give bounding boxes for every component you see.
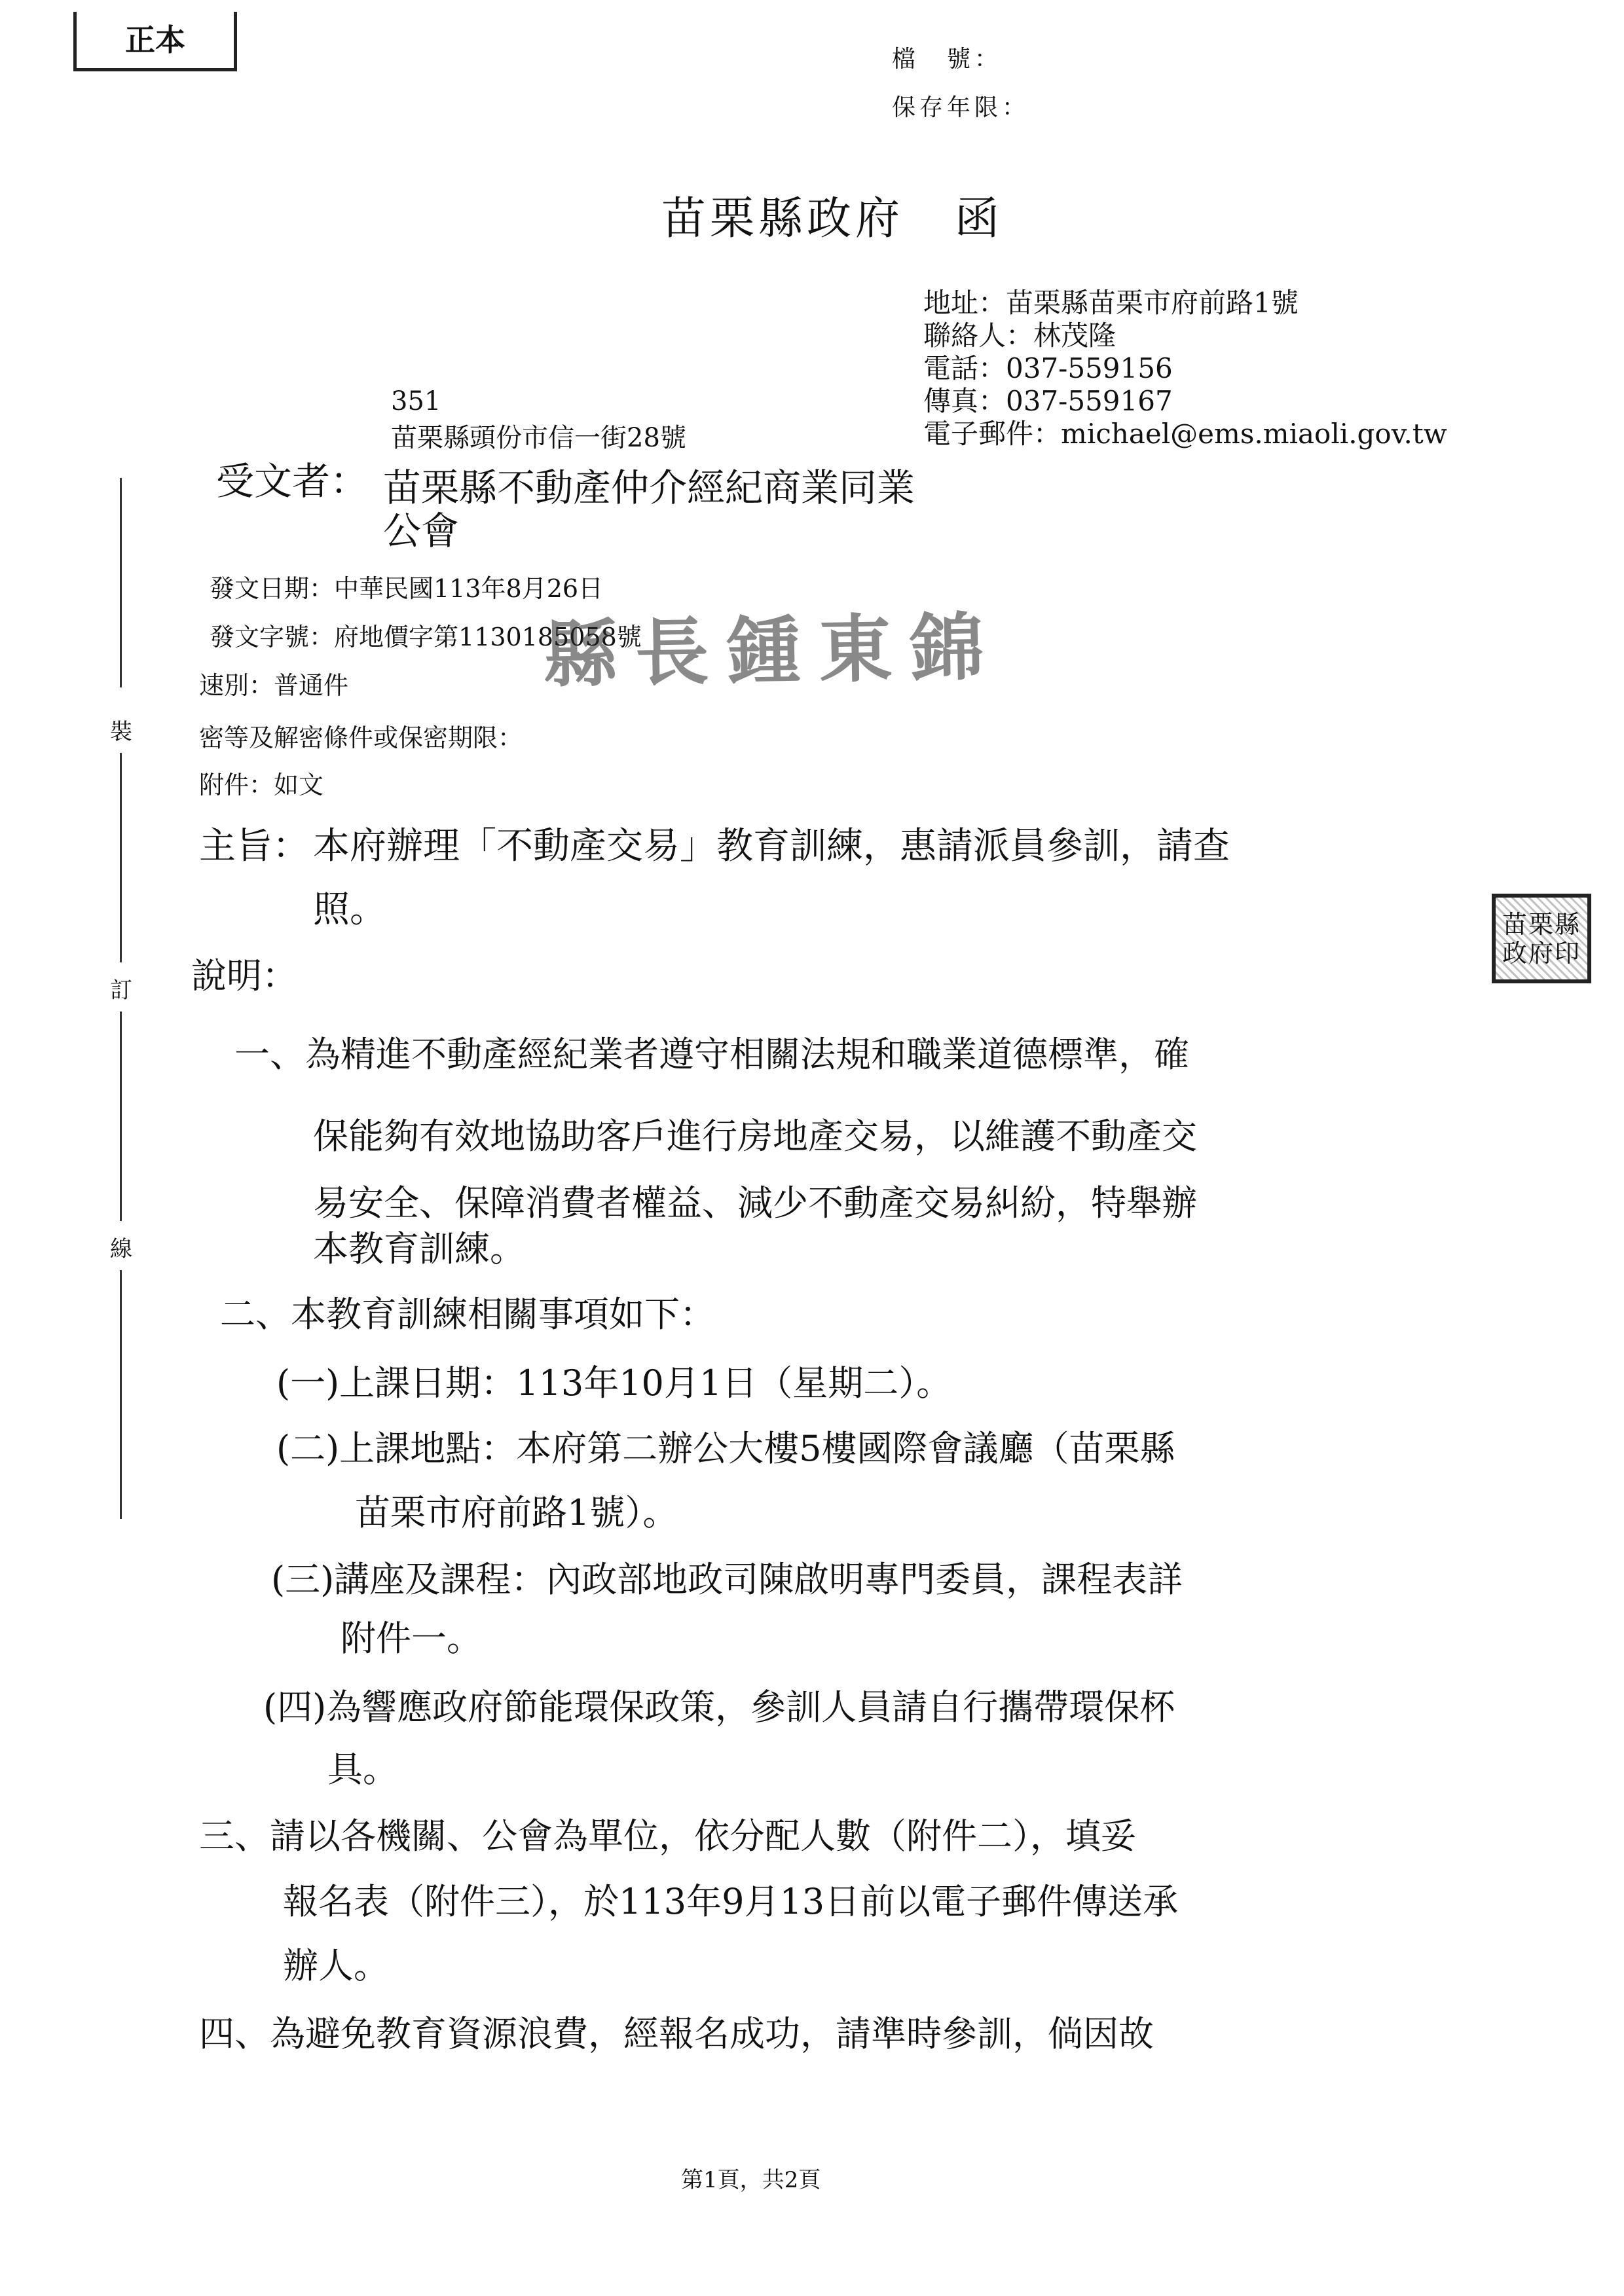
explanation-sub4-line2: 具。 bbox=[327, 1749, 398, 1790]
recipient-name-line2: 公會 bbox=[383, 509, 460, 553]
document-title bbox=[661, 183, 1003, 247]
original-copy-stamp: 正本 bbox=[73, 12, 237, 71]
contact-phone: 電話：037-559156 bbox=[923, 352, 1173, 384]
page-number: 第1頁，共2頁 bbox=[681, 2167, 821, 2193]
contact-person: 聯絡人：林茂隆 bbox=[923, 319, 1116, 352]
mailing-address-block bbox=[391, 383, 686, 456]
mailing-address: 苗栗縣頭份市信一街28號 bbox=[391, 423, 686, 453]
explanation-sub2-line2: 苗栗市府前路1號）。 bbox=[355, 1492, 678, 1533]
binding-mark-zhuang: 裝 bbox=[110, 719, 132, 745]
document-number: 發文字號：府地價字第1130185058號 bbox=[210, 623, 642, 651]
explanation-sub4-line1: (四)為響應政府節能環保政策，參訓人員請自行攜帶環保杯 bbox=[263, 1686, 1175, 1728]
subject-line1: 本府辦理「不動產交易」教育訓練，惠請派員參訓，請查 bbox=[313, 825, 1230, 867]
explanation-item1-line4: 本教育訓練。 bbox=[313, 1228, 525, 1269]
explanation-label: 說明： bbox=[191, 955, 297, 996]
explanation-item1-line2: 保能夠有效地協助客戶進行房地產交易，以維護不動產交 bbox=[313, 1116, 1197, 1157]
explanation-sub2-line1: (二)上課地點：本府第二辦公大樓5樓國際會議廳（苗栗縣 bbox=[276, 1428, 1175, 1469]
recipient-name-line1: 苗栗縣不動產仲介經紀商業同業 bbox=[383, 465, 915, 510]
explanation-item1-line1: 一、為精進不動產經紀業者遵守相關法規和職業道德標準，確 bbox=[234, 1034, 1189, 1075]
county-seal-stamp bbox=[1492, 894, 1591, 983]
explanation-item2: 二、本教育訓練相關事項如下： bbox=[220, 1294, 715, 1335]
subject-label: 主旨： bbox=[199, 825, 309, 867]
retention-period-label: 保存年限： bbox=[892, 94, 1030, 121]
binding-line-segment bbox=[120, 1270, 122, 1519]
document-type: 函 bbox=[955, 193, 1004, 245]
issue-date: 發文日期：中華民國113年8月26日 bbox=[210, 574, 604, 603]
contact-fax: 傳真：037-559167 bbox=[923, 385, 1173, 417]
postcode: 351 bbox=[391, 386, 441, 416]
explanation-item4-line1: 四、為避免教育資源浪費，經報名成功，請準時參訓，倘因故 bbox=[199, 2013, 1154, 2054]
explanation-item3-line2: 報名表（附件三），於113年9月13日前以電子郵件傳送承 bbox=[283, 1881, 1179, 1922]
explanation-sub3-line1: (三)講座及課程：內政部地政司陳啟明專門委員，課程表詳 bbox=[271, 1559, 1183, 1600]
binding-line-segment bbox=[120, 753, 122, 962]
explanation-sub1: (一)上課日期：113年10月1日（星期二）。 bbox=[276, 1362, 952, 1404]
contact-block bbox=[923, 287, 1447, 450]
explanation-item3-line1: 三、請以各機關、公會為單位，依分配人數（附件二），填妥 bbox=[199, 1815, 1136, 1857]
county-seal-text: 苗栗縣政府印 bbox=[1496, 898, 1587, 979]
explanation-item1-line3: 易安全、保障消費者權益、減少不動產交易糾紛，特舉辦 bbox=[313, 1182, 1197, 1224]
contact-email: 電子郵件：michael@ems.miaoli.gov.tw bbox=[923, 418, 1447, 450]
attachment-note: 附件：如文 bbox=[199, 771, 324, 799]
binding-line-segment bbox=[120, 1011, 122, 1221]
subject-line2: 照。 bbox=[313, 888, 386, 931]
binding-line-segment bbox=[120, 478, 122, 687]
mayor-signature-stamp: 縣長鍾東錦 bbox=[543, 604, 1003, 699]
contact-address: 地址：苗栗縣苗栗市府前路1號 bbox=[923, 287, 1299, 319]
file-number-label: 檔 號： bbox=[892, 46, 1003, 73]
delivery-speed: 速別：普通件 bbox=[199, 671, 349, 700]
binding-mark-xian: 線 bbox=[110, 1236, 132, 1262]
secrecy-level: 密等及解密條件或保密期限： bbox=[199, 723, 523, 752]
explanation-sub3-line2: 附件一。 bbox=[341, 1618, 482, 1659]
agency-name: 苗栗縣政府 bbox=[661, 193, 904, 245]
explanation-item3-line3: 辦人。 bbox=[283, 1945, 389, 1986]
recipient-label: 受文者： bbox=[216, 459, 369, 503]
binding-mark-ding: 訂 bbox=[110, 977, 132, 1004]
